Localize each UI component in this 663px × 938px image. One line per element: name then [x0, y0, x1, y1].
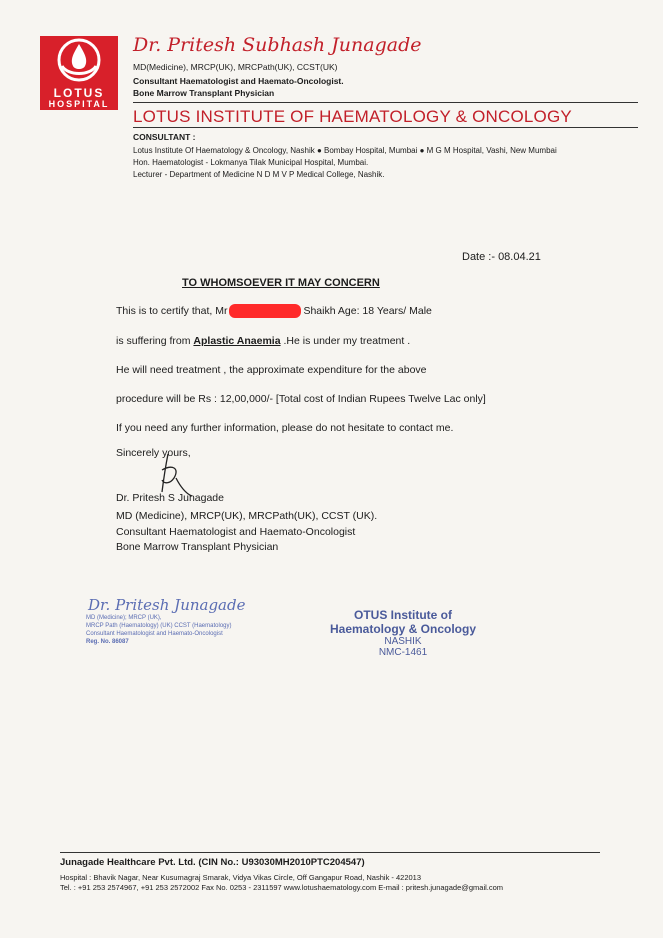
diagnosis-outro: .He is under my treatment . — [280, 335, 411, 347]
doctor-degrees: MD(Medicine), MRCP(UK), MRCPath(UK), CCST(UK) — [133, 62, 338, 72]
lotus-hospital-logo — [40, 36, 118, 110]
certify-text: This is to certify that, Mr — [116, 304, 228, 317]
logo-text-lotus: LOTUS — [53, 86, 105, 100]
consultant-line-3: Lecturer - Department of Medicine N D M V P Medical College, Nashik. — [133, 170, 385, 179]
doctor-stamp-line-1: MD (Medicine); MRCP (UK), — [86, 615, 162, 621]
consultant-line-1: Lotus Institute Of Haematology & Oncology, Nashik ● Bombay Hospital, Mumbai ● M G M Hospital, Vashi, New Mumbai — [133, 146, 557, 155]
doctor-title-1: Consultant Haematologist and Haemato-Oncologist. — [133, 76, 344, 86]
institute-stamp-line-2: Haematology & Oncology — [329, 622, 477, 636]
signatory-title-2: Bone Marrow Transplant Physician — [116, 541, 279, 553]
treatment-line: He will need treatment , the approximate expenditure for the above — [116, 364, 427, 376]
institute-name: LOTUS INSTITUTE OF HAEMATOLOGY & ONCOLOGY — [133, 107, 572, 126]
header-rule-top — [133, 102, 638, 103]
letter-date: Date :- 08.04.21 — [462, 251, 541, 263]
institute-stamp-line-4: NMC-1461 — [378, 647, 428, 658]
closing: Sincerely yours, — [116, 447, 191, 459]
doctor-stamp-reg: Reg. No. 86087 — [86, 639, 129, 645]
diagnosis-intro: is suffering from — [116, 335, 194, 347]
signatory-name: Dr. Pritesh S Junagade — [116, 492, 224, 504]
cost-line: procedure will be Rs : 12,00,000/- [Total cost of Indian Rupees Twelve Lac only] — [116, 393, 486, 405]
patient-age-gender: Shaikh Age: 18 Years/ Male — [303, 304, 432, 317]
doctor-name-header: Dr. Pritesh Subhash Junagade — [133, 34, 422, 56]
signatory-title-1: Consultant Haematologist and Haemato-Oncologist — [116, 526, 356, 538]
diagnosis-line — [116, 335, 410, 347]
institute-stamp — [318, 608, 488, 658]
institute-stamp-line-3: NASHIK — [384, 636, 422, 647]
footer-address: Hospital : Bhavik Nagar, Near Kusumagraj Smarak, Vidya Vikas Circle, Off Gangapur Road, Nashik - 422013 — [60, 873, 422, 882]
doctor-stamp-line-3: Consultant Haematologist and Haemato-Oncologist — [86, 631, 223, 637]
signatory-degrees: MD (Medicine), MRCP(UK), MRCPath(UK), CCST (UK). — [116, 510, 378, 522]
institute-stamp-line-1: OTUS Institute of — [354, 608, 452, 622]
footer-rule — [60, 852, 600, 853]
contact-line: If you need any further information, please do not hesitate to contact me. — [116, 422, 454, 434]
doctor-stamp-name: Dr. Pritesh Junagade — [88, 596, 246, 614]
footer-company: Junagade Healthcare Pvt. Ltd. (CIN No.: U93030MH2010PTC204547) — [60, 857, 365, 868]
footer-contact: Tel. : +91 253 2574967, +91 253 2572002 Fax No. 0253 - 2311597 www.lotushaematology.com E-mail : pritesh.junagade@gmail.com — [60, 883, 504, 892]
consultant-label: CONSULTANT : — [133, 132, 196, 142]
consultant-line-2: Hon. Haematologist - Lokmanya Tilak Municipal Hospital, Mumbai. — [133, 158, 369, 167]
lotus-drop-icon — [40, 36, 118, 86]
doctor-stamp-line-2: MRCP Path (Haematology) (UK) CCST (Haematology) — [86, 623, 232, 629]
header-rule-bottom — [133, 127, 638, 128]
certify-line — [116, 304, 432, 318]
doctor-title-2: Bone Marrow Transplant Physician — [133, 88, 275, 98]
redacted-name — [229, 304, 301, 318]
letter-heading: TO WHOMSOEVER IT MAY CONCERN — [182, 277, 380, 289]
logo-text-hospital: HOSPITAL — [48, 99, 110, 109]
diagnosis-text: Aplastic Anaemia — [193, 335, 281, 347]
